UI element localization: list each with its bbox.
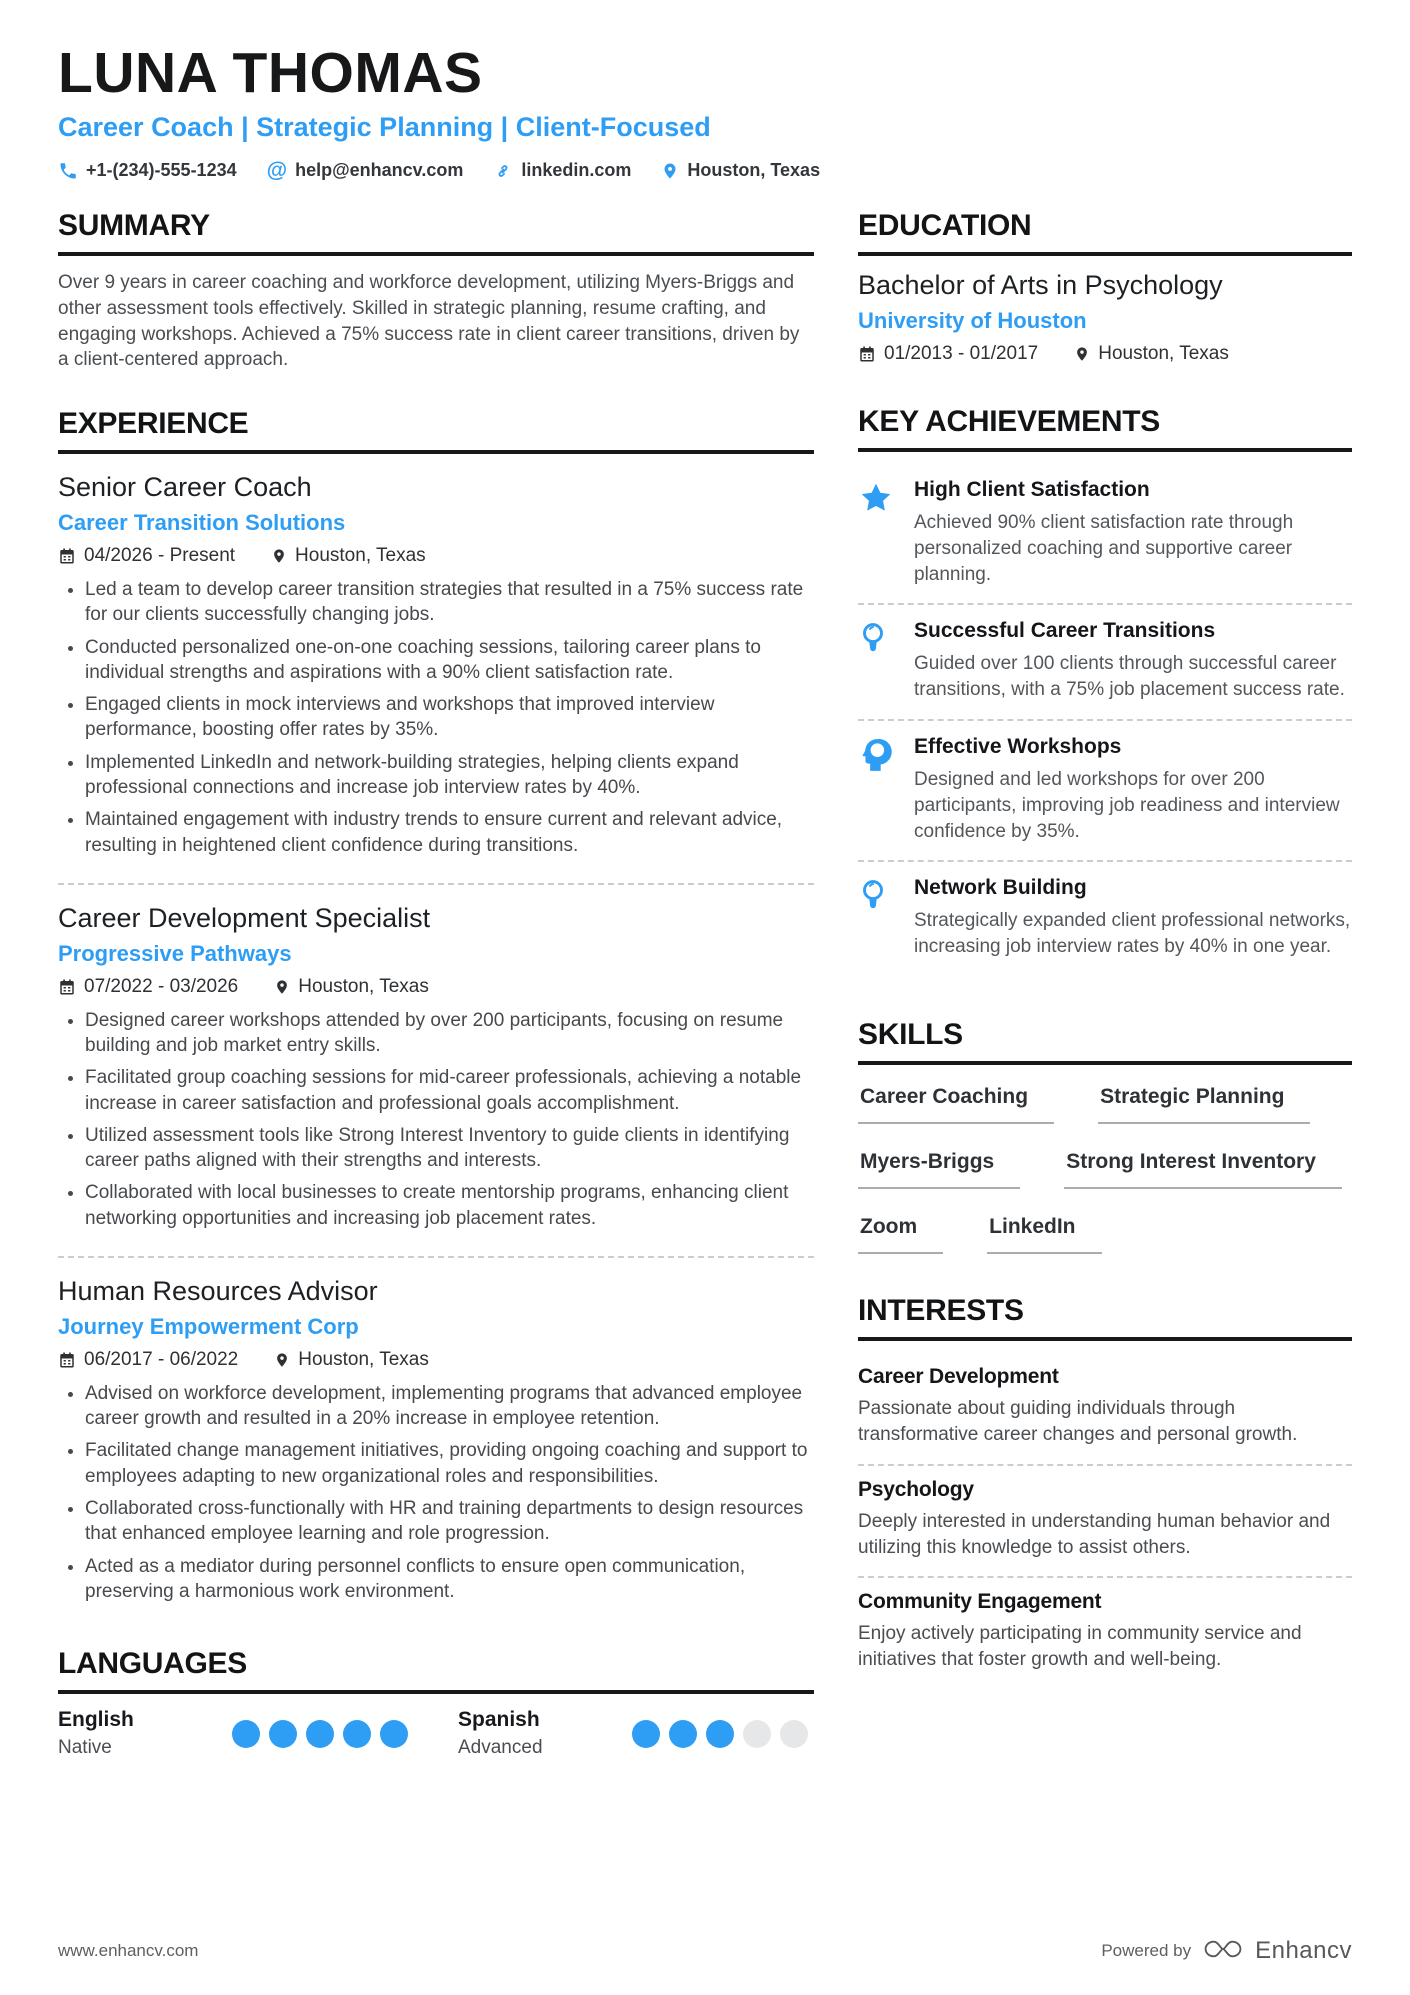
skill-item: Strategic Planning bbox=[1098, 1085, 1310, 1124]
phone-icon bbox=[58, 161, 78, 181]
education-location bbox=[1074, 343, 1229, 365]
interest-title: Psychology bbox=[858, 1477, 974, 1501]
divider bbox=[858, 719, 1352, 721]
job-meta bbox=[58, 1349, 814, 1371]
calendar-icon bbox=[58, 978, 76, 996]
summary-text: Over 9 years in career coaching and workforce development, utilizing Myers-Briggs and other assessment tools effectively. Skilled in strategic planning, resume crafting, and engaging workshops. Achieved a 75% success rate in client career transitions, driven by a client-centered approach. bbox=[58, 271, 800, 371]
job-entry bbox=[58, 468, 814, 867]
job-meta bbox=[58, 545, 814, 567]
summary-heading: SUMMARY bbox=[58, 209, 814, 256]
contact-row bbox=[58, 159, 1352, 183]
location-text: Houston, Texas bbox=[687, 160, 821, 181]
job-bullet: • Designed career workshops attended by over 200 participants, focusing on resume building and job market entry skills. bbox=[85, 1008, 814, 1059]
job-bullet: • Collaborated with local businesses to create mentorship programs, enhancing client networking opportunities and increasing job placement rates. bbox=[85, 1180, 814, 1231]
job-meta bbox=[58, 976, 814, 998]
job-location-text: Houston, Texas bbox=[298, 1348, 429, 1370]
skill-item: Zoom bbox=[858, 1215, 943, 1254]
job-entry bbox=[58, 1272, 814, 1613]
skill-item: Career Coaching bbox=[858, 1085, 1054, 1124]
achievement-title: High Client Satisfaction bbox=[914, 477, 1150, 501]
education-meta bbox=[858, 343, 1352, 365]
job-bullet: • Conducted personalized one-on-one coaching sessions, tailoring career plans to individual strengths and aspirations with a 90% client satisfaction rate. bbox=[85, 635, 814, 686]
job-bullet: • Led a team to develop career transition strategies that resulted in a 75% success rate for our clients successfully changing jobs. bbox=[85, 577, 814, 628]
brand-name: Enhancv bbox=[1255, 1937, 1352, 1964]
experience-section bbox=[58, 407, 814, 1613]
languages-section bbox=[58, 1647, 814, 1759]
interest-item bbox=[858, 1468, 1352, 1575]
achievement-text: Guided over 100 clients through successful career transitions, with a 75% job placement success rate. bbox=[914, 653, 1345, 701]
job-bullet: • Implemented LinkedIn and network-building strategies, helping clients expand professional connections and increase job interview rates by 40%. bbox=[85, 750, 814, 801]
job-dates bbox=[58, 976, 238, 998]
job-bullets bbox=[58, 1381, 814, 1604]
job-location bbox=[271, 545, 426, 567]
achievement-item bbox=[858, 466, 1352, 601]
school-name: University of Houston bbox=[858, 307, 1087, 333]
achievement-title: Successful Career Transitions bbox=[914, 619, 1216, 643]
job-location bbox=[274, 976, 429, 998]
language-proficiency-dots bbox=[632, 1720, 808, 1748]
skill-item: Myers-Briggs bbox=[858, 1150, 1020, 1189]
divider bbox=[858, 1464, 1352, 1466]
footer bbox=[58, 1937, 1352, 1965]
achievements-heading: KEY ACHIEVEMENTS bbox=[858, 405, 1352, 452]
left-column bbox=[58, 209, 814, 1793]
header bbox=[58, 41, 1352, 183]
job-entry bbox=[58, 899, 814, 1240]
skills-row bbox=[858, 1215, 1352, 1254]
language-proficiency-dots bbox=[232, 1720, 408, 1748]
achievement-item bbox=[858, 723, 1352, 858]
achievement-text: Achieved 90% client satisfaction rate through personalized coaching and supportive career planning. bbox=[914, 511, 1294, 585]
interest-item bbox=[858, 1355, 1352, 1462]
proficiency-dot bbox=[706, 1720, 734, 1748]
person-name: LUNA THOMAS bbox=[58, 41, 483, 105]
language-item bbox=[58, 1708, 414, 1759]
right-column bbox=[858, 209, 1352, 1793]
achievement-text: Strategically expanded client professional networks, increasing job interview rates by 40% in one year. bbox=[914, 910, 1351, 958]
interests-section bbox=[858, 1294, 1352, 1687]
divider bbox=[58, 883, 814, 885]
proficiency-dot bbox=[269, 1720, 297, 1748]
summary-section bbox=[58, 209, 814, 373]
location-icon bbox=[661, 161, 679, 181]
achievement-item bbox=[858, 607, 1352, 717]
language-level: Native bbox=[58, 1737, 112, 1759]
language-name: Spanish bbox=[458, 1708, 540, 1732]
job-bullet: • Acted as a mediator during personnel conflicts to ensure open communication, preserving a harmonious work environment. bbox=[85, 1554, 814, 1605]
interest-title: Community Engagement bbox=[858, 1590, 1102, 1614]
achievement-text: Designed and led workshops for over 200 participants, improving job readiness and interview confidence by 35%. bbox=[914, 768, 1340, 842]
proficiency-dot bbox=[669, 1720, 697, 1748]
location-icon bbox=[1074, 345, 1090, 363]
email-address: help@enhancv.com bbox=[295, 160, 464, 181]
proficiency-dot bbox=[343, 1720, 371, 1748]
experience-heading: EXPERIENCE bbox=[58, 407, 814, 454]
location-icon bbox=[271, 547, 287, 565]
divider bbox=[858, 603, 1352, 605]
achievements-section bbox=[858, 405, 1352, 974]
location-icon bbox=[274, 1351, 290, 1369]
interest-item bbox=[858, 1580, 1352, 1687]
powered-by[interactable] bbox=[1101, 1937, 1352, 1965]
skills-heading: SKILLS bbox=[858, 1018, 1352, 1065]
interests-heading: INTERESTS bbox=[858, 1294, 1352, 1341]
job-title: Senior Career Coach bbox=[58, 472, 312, 503]
interest-title: Career Development bbox=[858, 1365, 1059, 1389]
achievement-item bbox=[858, 864, 1352, 974]
powered-by-label: Powered by bbox=[1101, 1941, 1192, 1960]
education-location-text: Houston, Texas bbox=[1098, 342, 1229, 364]
calendar-icon bbox=[58, 547, 76, 565]
education-dates bbox=[858, 343, 1038, 365]
achievement-title: Effective Workshops bbox=[914, 734, 1122, 758]
job-location-text: Houston, Texas bbox=[298, 975, 429, 997]
linkedin-contact[interactable] bbox=[493, 160, 631, 181]
job-dates bbox=[58, 1349, 238, 1371]
linkedin-url: linkedin.com bbox=[521, 160, 632, 181]
calendar-icon bbox=[58, 1351, 76, 1369]
job-company: Progressive Pathways bbox=[58, 940, 292, 966]
job-dates-text: 04/2026 - Present bbox=[84, 545, 236, 567]
mind-icon bbox=[858, 735, 898, 844]
location-contact bbox=[661, 160, 820, 181]
location-icon bbox=[274, 978, 290, 996]
languages-heading: LANGUAGES bbox=[58, 1647, 814, 1694]
job-title: Human Resources Advisor bbox=[58, 1275, 378, 1306]
job-bullet: • Utilized assessment tools like Strong Interest Inventory to guide clients in identifying career paths aligned with their strengths and interests. bbox=[85, 1123, 814, 1174]
achievement-title: Network Building bbox=[914, 876, 1087, 900]
proficiency-dot bbox=[743, 1720, 771, 1748]
language-name: English bbox=[58, 1708, 134, 1732]
at-icon: @ bbox=[266, 158, 288, 182]
email-contact[interactable] bbox=[267, 159, 464, 183]
divider bbox=[858, 860, 1352, 862]
lightbulb-icon bbox=[858, 619, 898, 703]
job-bullet: • Facilitated change management initiatives, providing ongoing coaching and support to employees adapting to new organizational roles and responsibilities. bbox=[85, 1438, 814, 1489]
link-icon bbox=[493, 161, 513, 181]
job-bullet: • Facilitated group coaching sessions for mid-career professionals, achieving a notable increase in career satisfaction and professional goals accomplishment. bbox=[85, 1065, 814, 1116]
calendar-icon bbox=[858, 345, 876, 363]
skills-row bbox=[858, 1150, 1352, 1189]
job-bullet: • Engaged clients in mock interviews and workshops that improved interview performance, boosting offer rates by 35%. bbox=[85, 692, 814, 743]
job-bullets bbox=[58, 577, 814, 858]
enhancv-logo-icon bbox=[1201, 1938, 1245, 1965]
proficiency-dot bbox=[780, 1720, 808, 1748]
languages-grid bbox=[58, 1708, 814, 1759]
job-dates bbox=[58, 545, 235, 567]
job-title: Career Development Specialist bbox=[58, 902, 431, 933]
divider bbox=[58, 1256, 814, 1258]
job-bullet: • Maintained engagement with industry trends to ensure current and relevant advice, resulting in heightened client confidence during transitions. bbox=[85, 807, 814, 858]
job-bullets bbox=[58, 1008, 814, 1231]
phone-number: +1-(234)-555-1234 bbox=[86, 160, 237, 181]
degree-title: Bachelor of Arts in Psychology bbox=[858, 269, 1223, 300]
phone-contact[interactable] bbox=[58, 160, 237, 181]
job-bullet: • Collaborated cross-functionally with HR and training departments to design resources that enhanced employee learning and role progression. bbox=[85, 1496, 814, 1547]
job-company: Career Transition Solutions bbox=[58, 510, 346, 536]
footer-site-link[interactable]: www.enhancv.com bbox=[58, 1941, 199, 1960]
divider bbox=[858, 1576, 1352, 1578]
job-dates-text: 07/2022 - 03/2026 bbox=[84, 975, 239, 997]
headline: Career Coach | Strategic Planning | Client-Focused bbox=[58, 111, 711, 142]
education-section bbox=[858, 209, 1352, 365]
interest-text: Passionate about guiding individuals through transformative career changes and personal growth. bbox=[858, 1398, 1298, 1445]
lightbulb-icon bbox=[858, 876, 898, 960]
job-location-text: Houston, Texas bbox=[295, 545, 426, 567]
education-heading: EDUCATION bbox=[858, 209, 1352, 256]
proficiency-dot bbox=[232, 1720, 260, 1748]
interest-text: Enjoy actively participating in community service and initiatives that foster growth and well-being. bbox=[858, 1623, 1302, 1671]
interest-text: Deeply interested in understanding human behavior and utilizing this knowledge to assist others. bbox=[858, 1510, 1331, 1558]
job-location bbox=[274, 1349, 429, 1371]
proficiency-dot bbox=[306, 1720, 334, 1748]
skill-item: Strong Interest Inventory bbox=[1064, 1150, 1342, 1189]
skills-row bbox=[858, 1085, 1352, 1124]
language-level: Advanced bbox=[458, 1737, 543, 1759]
skill-item: LinkedIn bbox=[987, 1215, 1101, 1254]
skills-section bbox=[858, 1018, 1352, 1254]
language-item bbox=[458, 1708, 814, 1759]
job-bullet: • Advised on workforce development, implementing programs that advanced employee career growth and resulted in a 20% increase in employee retention. bbox=[85, 1381, 814, 1432]
proficiency-dot bbox=[632, 1720, 660, 1748]
job-company: Journey Empowerment Corp bbox=[58, 1313, 359, 1339]
star-icon bbox=[858, 478, 898, 587]
education-dates-text: 01/2013 - 01/2017 bbox=[884, 342, 1039, 364]
proficiency-dot bbox=[380, 1720, 408, 1748]
job-dates-text: 06/2017 - 06/2022 bbox=[84, 1348, 239, 1370]
